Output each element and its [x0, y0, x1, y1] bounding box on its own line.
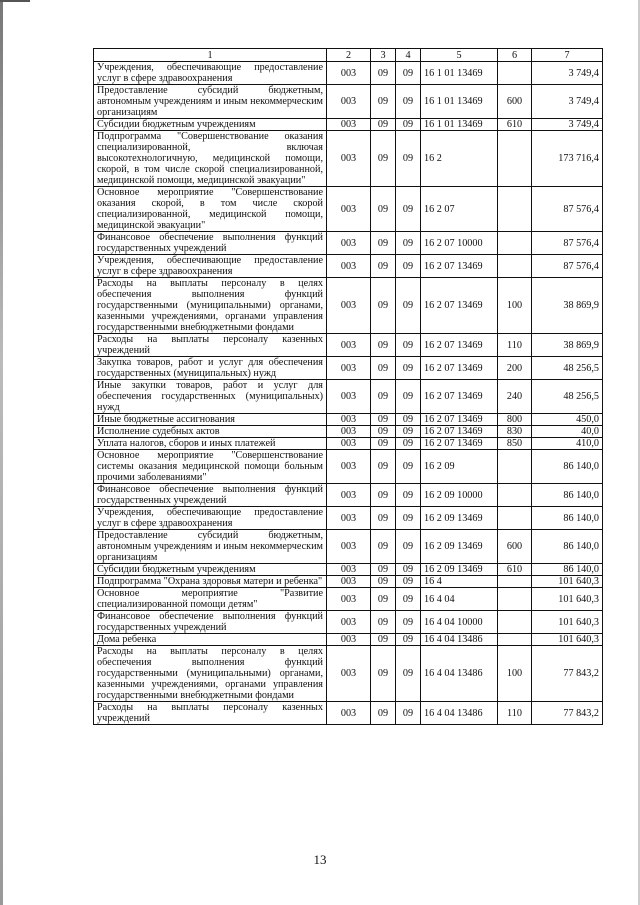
row-name-cell: Расходы на выплаты персоналу в целях обеспечения выполнения функций государственными (муниципальными) органами, казенными учреждениями, органами управления государственными внебюджетными фондами [94, 646, 327, 702]
section-code-cell: 09 [371, 357, 396, 380]
amount-cell: 87 576,4 [532, 232, 603, 255]
ministry-code-cell: 003 [327, 530, 371, 564]
ministry-code-cell: 003 [327, 131, 371, 187]
ministry-code-cell: 003 [327, 564, 371, 576]
amount-cell: 38 869,9 [532, 278, 603, 334]
subsection-code-cell: 09 [396, 588, 421, 611]
subsection-code-cell: 09 [396, 187, 421, 232]
target-article-cell: 16 2 07 13469 [421, 438, 498, 450]
target-article-cell: 16 2 09 [421, 450, 498, 484]
expense-type-cell: 110 [498, 334, 532, 357]
amount-cell: 48 256,5 [532, 357, 603, 380]
row-name-cell: Финансовое обеспечение выполнения функций государственных учреждений [94, 232, 327, 255]
subsection-code-cell: 09 [396, 255, 421, 278]
ministry-code-cell: 003 [327, 255, 371, 278]
section-code-cell: 09 [371, 611, 396, 634]
column-header-2: 2 [327, 49, 371, 62]
section-code-cell: 09 [371, 588, 396, 611]
target-article-cell: 16 2 07 13469 [421, 278, 498, 334]
row-name-cell: Субсидии бюджетным учреждениям [94, 119, 327, 131]
table-row [94, 450, 603, 484]
table-row [94, 62, 603, 85]
row-name-cell: Предоставление субсидий бюджетным, автономным учреждениям и иным некоммерческим организациям [94, 85, 327, 119]
subsection-code-cell: 09 [396, 507, 421, 530]
row-name-cell: Основное мероприятие "Развитие специализированной помощи детям" [94, 588, 327, 611]
section-code-cell: 09 [371, 450, 396, 484]
ministry-code-cell: 003 [327, 62, 371, 85]
table-row [94, 611, 603, 634]
ministry-code-cell: 003 [327, 507, 371, 530]
target-article-cell: 16 4 04 13486 [421, 646, 498, 702]
subsection-code-cell: 09 [396, 131, 421, 187]
table-row [94, 131, 603, 187]
ministry-code-cell: 003 [327, 334, 371, 357]
target-article-cell: 16 2 09 13469 [421, 530, 498, 564]
table-row [94, 278, 603, 334]
expense-type-cell: 100 [498, 278, 532, 334]
expense-type-cell [498, 507, 532, 530]
row-name-cell: Субсидии бюджетным учреждениям [94, 564, 327, 576]
target-article-cell: 16 2 09 13469 [421, 507, 498, 530]
table-row [94, 187, 603, 232]
expense-type-cell [498, 450, 532, 484]
table-row [94, 414, 603, 426]
table-row [94, 507, 603, 530]
target-article-cell: 16 2 07 [421, 187, 498, 232]
target-article-cell: 16 4 04 10000 [421, 611, 498, 634]
ministry-code-cell: 003 [327, 438, 371, 450]
subsection-code-cell: 09 [396, 450, 421, 484]
expense-type-cell [498, 232, 532, 255]
budget-table [93, 48, 603, 725]
section-code-cell: 09 [371, 62, 396, 85]
ministry-code-cell: 003 [327, 357, 371, 380]
section-code-cell: 09 [371, 255, 396, 278]
section-code-cell: 09 [371, 131, 396, 187]
amount-cell: 86 140,0 [532, 507, 603, 530]
amount-cell: 77 843,2 [532, 646, 603, 702]
expense-type-cell: 850 [498, 438, 532, 450]
table-row [94, 426, 603, 438]
target-article-cell: 16 2 07 13469 [421, 334, 498, 357]
ministry-code-cell: 003 [327, 450, 371, 484]
section-code-cell: 09 [371, 232, 396, 255]
row-name-cell: Финансовое обеспечение выполнения функций государственных учреждений [94, 611, 327, 634]
expense-type-cell: 100 [498, 646, 532, 702]
section-code-cell: 09 [371, 702, 396, 725]
ministry-code-cell: 003 [327, 611, 371, 634]
target-article-cell: 16 2 07 10000 [421, 232, 498, 255]
target-article-cell: 16 1 01 13469 [421, 62, 498, 85]
row-name-cell: Уплата налогов, сборов и иных платежей [94, 438, 327, 450]
target-article-cell: 16 2 07 13469 [421, 426, 498, 438]
column-header-4: 4 [396, 49, 421, 62]
subsection-code-cell: 09 [396, 334, 421, 357]
row-name-cell: Основное мероприятие "Совершенствование оказания скорой, в том числе скорой специализированной, медицинской помощи, медицинской эвакуации" [94, 187, 327, 232]
subsection-code-cell: 09 [396, 278, 421, 334]
section-code-cell: 09 [371, 576, 396, 588]
subsection-code-cell: 09 [396, 646, 421, 702]
table-row [94, 634, 603, 646]
ministry-code-cell: 003 [327, 380, 371, 414]
table-row [94, 334, 603, 357]
section-code-cell: 09 [371, 646, 396, 702]
amount-cell: 48 256,5 [532, 380, 603, 414]
row-name-cell: Иные бюджетные ассигнования [94, 414, 327, 426]
table-row [94, 85, 603, 119]
amount-cell: 86 140,0 [532, 484, 603, 507]
section-code-cell: 09 [371, 119, 396, 131]
subsection-code-cell: 09 [396, 576, 421, 588]
subsection-code-cell: 09 [396, 564, 421, 576]
target-article-cell: 16 1 01 13469 [421, 85, 498, 119]
expense-type-cell: 240 [498, 380, 532, 414]
amount-cell: 38 869,9 [532, 334, 603, 357]
ministry-code-cell: 003 [327, 278, 371, 334]
table-row [94, 702, 603, 725]
section-code-cell: 09 [371, 278, 396, 334]
amount-cell: 77 843,2 [532, 702, 603, 725]
row-name-cell: Основное мероприятие "Совершенствование системы оказания медицинской помощи больным прочими заболеваниями" [94, 450, 327, 484]
expense-type-cell: 610 [498, 119, 532, 131]
section-code-cell: 09 [371, 85, 396, 119]
amount-cell: 86 140,0 [532, 564, 603, 576]
expense-type-cell [498, 62, 532, 85]
row-name-cell: Закупка товаров, работ и услуг для обеспечения государственных (муниципальных) нужд [94, 357, 327, 380]
row-name-cell: Подпрограмма "Совершенствование оказания специализированной, включая высокотехнологичную, медицинской помощи, скорой, в том числе скорой специализированной, медицинской помощи, медицинской эвакуации" [94, 131, 327, 187]
subsection-code-cell: 09 [396, 426, 421, 438]
expense-type-cell: 610 [498, 564, 532, 576]
expense-type-cell: 200 [498, 357, 532, 380]
row-name-cell: Учреждения, обеспечивающие предоставление услуг в сфере здравоохранения [94, 62, 327, 85]
subsection-code-cell: 09 [396, 357, 421, 380]
amount-cell: 3 749,4 [532, 119, 603, 131]
ministry-code-cell: 003 [327, 426, 371, 438]
table-row [94, 438, 603, 450]
amount-cell: 410,0 [532, 438, 603, 450]
expense-type-cell [498, 634, 532, 646]
ministry-code-cell: 003 [327, 634, 371, 646]
section-code-cell: 09 [371, 334, 396, 357]
ministry-code-cell: 003 [327, 85, 371, 119]
expense-type-cell [498, 484, 532, 507]
expense-type-cell [498, 131, 532, 187]
amount-cell: 86 140,0 [532, 450, 603, 484]
expense-type-cell [498, 187, 532, 232]
section-code-cell: 09 [371, 530, 396, 564]
table-row [94, 588, 603, 611]
target-article-cell: 16 1 01 13469 [421, 119, 498, 131]
table-row [94, 380, 603, 414]
row-name-cell: Дома ребенка [94, 634, 327, 646]
amount-cell: 101 640,3 [532, 588, 603, 611]
subsection-code-cell: 09 [396, 85, 421, 119]
section-code-cell: 09 [371, 484, 396, 507]
row-name-cell: Иные закупки товаров, работ и услуг для обеспечения государственных (муниципальных) нужд [94, 380, 327, 414]
row-name-cell: Подпрограмма "Охрана здоровья матери и ребенка" [94, 576, 327, 588]
expense-type-cell [498, 588, 532, 611]
expense-type-cell: 600 [498, 85, 532, 119]
amount-cell: 87 576,4 [532, 187, 603, 232]
table-row [94, 255, 603, 278]
subsection-code-cell: 09 [396, 380, 421, 414]
target-article-cell: 16 2 [421, 131, 498, 187]
subsection-code-cell: 09 [396, 634, 421, 646]
section-code-cell: 09 [371, 187, 396, 232]
section-code-cell: 09 [371, 414, 396, 426]
amount-cell: 3 749,4 [532, 62, 603, 85]
row-name-cell: Учреждения, обеспечивающие предоставление услуг в сфере здравоохранения [94, 255, 327, 278]
row-name-cell: Исполнение судебных актов [94, 426, 327, 438]
column-header-5: 5 [421, 49, 498, 62]
target-article-cell: 16 4 04 13486 [421, 702, 498, 725]
section-code-cell: 09 [371, 438, 396, 450]
ministry-code-cell: 003 [327, 187, 371, 232]
ministry-code-cell: 003 [327, 646, 371, 702]
section-code-cell: 09 [371, 507, 396, 530]
target-article-cell: 16 2 07 13469 [421, 414, 498, 426]
amount-cell: 173 716,4 [532, 131, 603, 187]
target-article-cell: 16 2 09 13469 [421, 564, 498, 576]
ministry-code-cell: 003 [327, 232, 371, 255]
row-name-cell: Расходы на выплаты персоналу в целях обеспечения выполнения функций государственными (муниципальными) органами, казенными учреждениями, органами управления государственными внебюджетными фондами [94, 278, 327, 334]
amount-cell: 101 640,3 [532, 634, 603, 646]
section-code-cell: 09 [371, 634, 396, 646]
column-header-3: 3 [371, 49, 396, 62]
expense-type-cell [498, 255, 532, 278]
target-article-cell: 16 4 04 [421, 588, 498, 611]
ministry-code-cell: 003 [327, 576, 371, 588]
subsection-code-cell: 09 [396, 414, 421, 426]
table-row [94, 484, 603, 507]
table-row [94, 564, 603, 576]
amount-cell: 87 576,4 [532, 255, 603, 278]
amount-cell: 101 640,3 [532, 576, 603, 588]
subsection-code-cell: 09 [396, 438, 421, 450]
subsection-code-cell: 09 [396, 702, 421, 725]
column-header-7: 7 [532, 49, 603, 62]
target-article-cell: 16 2 09 10000 [421, 484, 498, 507]
scan-edge-left [0, 0, 3, 905]
target-article-cell: 16 2 07 13469 [421, 380, 498, 414]
ministry-code-cell: 003 [327, 588, 371, 611]
subsection-code-cell: 09 [396, 62, 421, 85]
section-code-cell: 09 [371, 426, 396, 438]
section-code-cell: 09 [371, 564, 396, 576]
table-row [94, 357, 603, 380]
table-row [94, 232, 603, 255]
amount-cell: 86 140,0 [532, 530, 603, 564]
table-row [94, 119, 603, 131]
row-name-cell: Расходы на выплаты персоналу казенных учреждений [94, 334, 327, 357]
amount-cell: 40,0 [532, 426, 603, 438]
ministry-code-cell: 003 [327, 119, 371, 131]
row-name-cell: Учреждения, обеспечивающие предоставление услуг в сфере здравоохранения [94, 507, 327, 530]
column-header-1: 1 [94, 49, 327, 62]
ministry-code-cell: 003 [327, 414, 371, 426]
table-row [94, 646, 603, 702]
target-article-cell: 16 2 07 13469 [421, 255, 498, 278]
target-article-cell: 16 4 [421, 576, 498, 588]
subsection-code-cell: 09 [396, 611, 421, 634]
amount-cell: 101 640,3 [532, 611, 603, 634]
ministry-code-cell: 003 [327, 702, 371, 725]
target-article-cell: 16 4 04 13486 [421, 634, 498, 646]
subsection-code-cell: 09 [396, 119, 421, 131]
expense-type-cell: 800 [498, 414, 532, 426]
expense-type-cell [498, 576, 532, 588]
table-header-row [94, 49, 603, 62]
row-name-cell: Предоставление субсидий бюджетным, автономным учреждениям и иным некоммерческим организациям [94, 530, 327, 564]
subsection-code-cell: 09 [396, 232, 421, 255]
page-number: 13 [313, 852, 327, 867]
expense-type-cell: 600 [498, 530, 532, 564]
expense-type-cell: 110 [498, 702, 532, 725]
subsection-code-cell: 09 [396, 530, 421, 564]
expense-type-cell: 830 [498, 426, 532, 438]
amount-cell: 3 749,4 [532, 85, 603, 119]
amount-cell: 450,0 [532, 414, 603, 426]
row-name-cell: Финансовое обеспечение выполнения функций государственных учреждений [94, 484, 327, 507]
target-article-cell: 16 2 07 13469 [421, 357, 498, 380]
table-body [94, 62, 603, 725]
subsection-code-cell: 09 [396, 484, 421, 507]
column-header-6: 6 [498, 49, 532, 62]
expense-type-cell [498, 611, 532, 634]
section-code-cell: 09 [371, 380, 396, 414]
row-name-cell: Расходы на выплаты персоналу казенных учреждений [94, 702, 327, 725]
table-row [94, 530, 603, 564]
scan-edge-top [0, 0, 30, 2]
table-row [94, 576, 603, 588]
ministry-code-cell: 003 [327, 484, 371, 507]
